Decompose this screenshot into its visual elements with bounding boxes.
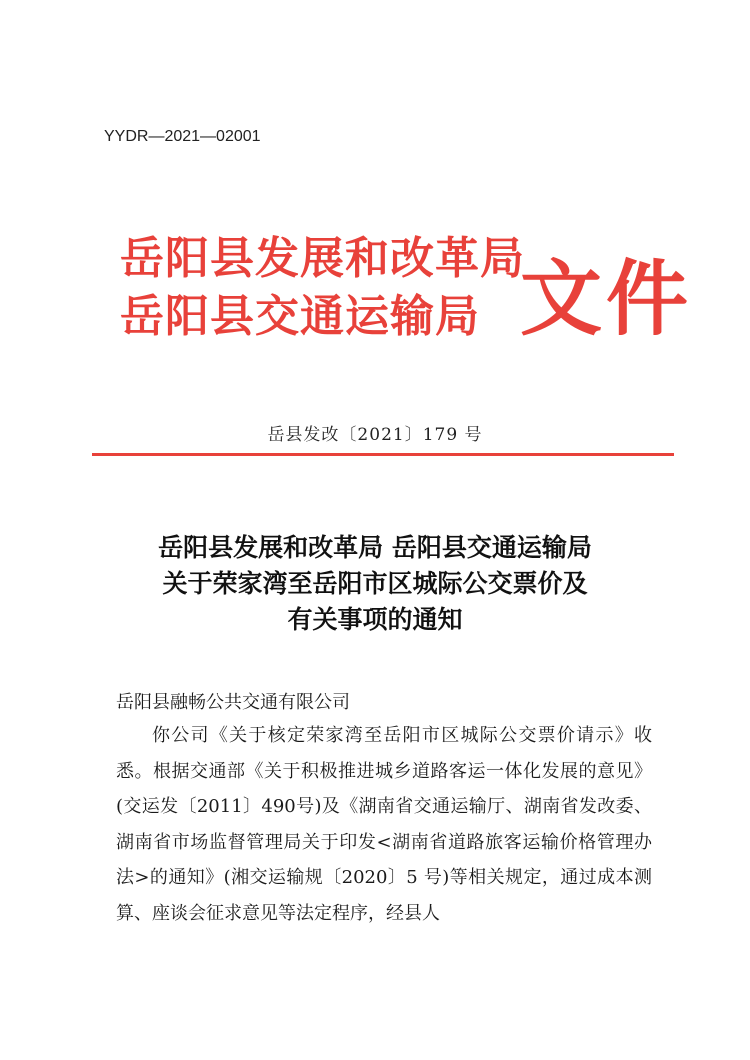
title-line-3: 有关事项的通知 (287, 605, 463, 634)
issuer-line-2: 岳阳县交通运输局 (120, 291, 480, 342)
document-type: 文件 (520, 251, 693, 347)
red-divider (92, 453, 674, 456)
red-header (120, 222, 693, 352)
notice-title (0, 530, 750, 638)
recipient: 岳阳县融畅公共交通有限公司 (116, 692, 350, 713)
document-number: 岳县发改〔2021〕179 号 (267, 425, 483, 445)
document-code: YYDR—2021—02001 (104, 128, 261, 145)
issuer-line-1: 岳阳县发展和改革局 (120, 233, 525, 284)
title-line-2: 关于荣家湾至岳阳市区城际公交票价及 (162, 569, 588, 598)
title-line-1: 岳阳县发展和改革局 岳阳县交通运输局 (158, 533, 592, 562)
body-paragraph: 你公司《关于核定荣家湾至岳阳市区城际公交票价请示》收悉。根据交通部《关于积极推进城乡道路客运一体化发展的意见》(交运发〔2011〕490号)及《湖南省交通运输厅、湖南省发改委、湖南省市场监督管理局关于印发<湖南省道路旅客运输价格管理办法>的通知》(湘交运输规〔2020〕5 号)等相关规定，通过成本测算、座谈会征求意见等法定程序，经县人 (116, 725, 652, 924)
